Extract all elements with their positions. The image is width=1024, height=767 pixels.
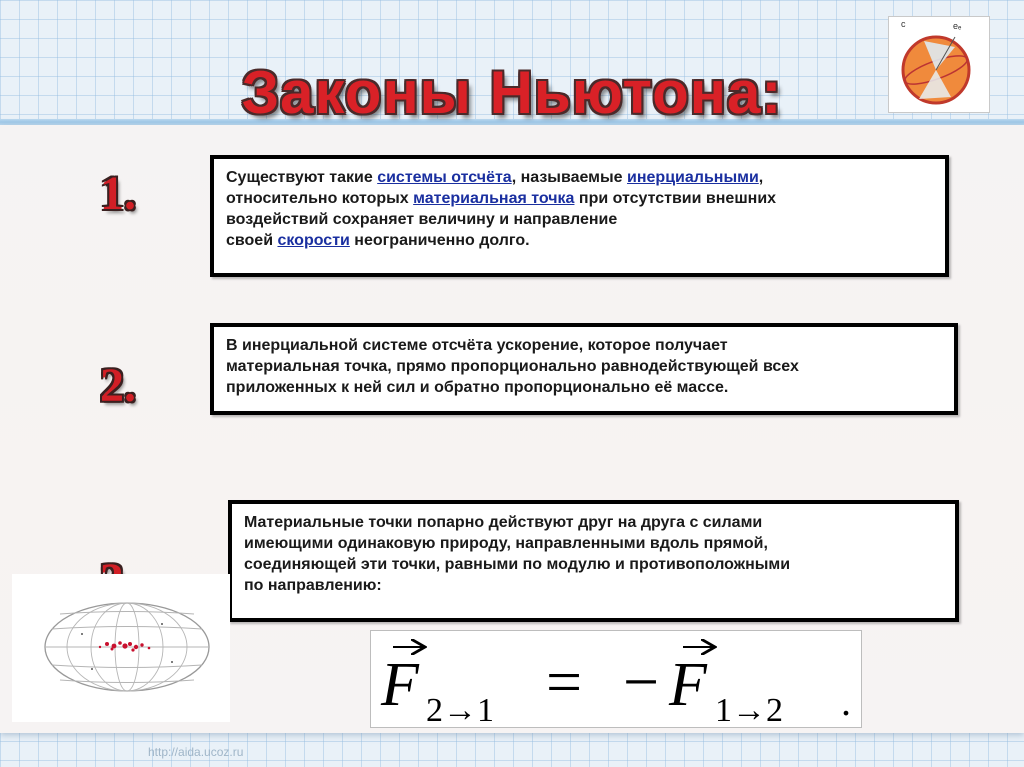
term-link[interactable]: инерциальными	[627, 169, 759, 186]
formula-newton-third-law	[370, 630, 862, 728]
law-text: Существуют такие	[226, 169, 378, 186]
law-text: при отсутствии внешних	[574, 190, 777, 207]
law-3-line	[244, 512, 943, 533]
law-text: приложенных к ней сил и обратно пропорционально её массе.	[226, 379, 729, 396]
law-number-1: 1.	[100, 167, 136, 220]
term-link[interactable]: скорости	[277, 232, 350, 249]
law-text: материальная точка, прямо пропорционально равнодействующей всех	[226, 358, 799, 375]
celestial-sphere-image	[888, 16, 990, 113]
formula-rhs-symbol: F	[669, 651, 707, 719]
law-2-line	[226, 335, 942, 356]
formula-equals: =	[546, 646, 583, 717]
law-text: своей	[226, 232, 278, 249]
law-1-line	[226, 188, 933, 209]
law-1-line	[226, 230, 933, 251]
slide-title: Законы Ньютона:	[241, 59, 783, 126]
formula-rhs-subscript: 1→2	[715, 692, 783, 727]
footer-url[interactable]: http://aida.ucoz.ru	[148, 745, 244, 759]
law-3-box	[228, 500, 959, 622]
term-link[interactable]: материальная точка	[413, 190, 575, 207]
formula-period: .	[841, 679, 851, 724]
law-text: Материальные точки попарно действуют друг на друга с силами	[244, 514, 763, 531]
label-e: eₑ	[953, 21, 962, 31]
galaxy-map-image	[12, 574, 230, 722]
law-3-line	[244, 575, 943, 596]
law-text: имеющими одинаковую природу, направленными вдоль прямой,	[244, 535, 768, 552]
law-1-box	[210, 155, 949, 277]
law-text: неограниченно долго.	[349, 232, 530, 249]
law-1-line	[226, 167, 933, 188]
law-2-line	[226, 356, 942, 377]
formula-minus: −	[623, 646, 660, 717]
law-text: воздействий сохраняет величину и направление	[226, 211, 618, 228]
formula-lhs-symbol: F	[381, 651, 419, 719]
law-3-line	[244, 533, 943, 554]
footer	[0, 733, 1024, 767]
law-text: ,	[758, 169, 764, 186]
law-text: относительно которых	[226, 190, 414, 207]
law-text: , называемые	[511, 169, 628, 186]
term-link[interactable]: системы отсчёта	[377, 169, 512, 186]
law-3-line	[244, 554, 943, 575]
label-c: c	[901, 19, 906, 29]
formula-lhs-subscript: 2→1	[426, 692, 494, 727]
law-2-line	[226, 377, 942, 398]
law-number-2: 2.	[100, 359, 136, 412]
law-1-line	[226, 209, 933, 230]
law-text: по направлению:	[244, 577, 382, 594]
law-2-box	[210, 323, 958, 415]
law-text: соединяющей эти точки, равными по модулю и противоположными	[244, 556, 791, 573]
law-text: В инерциальной системе отсчёта ускорение, которое получает	[226, 337, 728, 354]
